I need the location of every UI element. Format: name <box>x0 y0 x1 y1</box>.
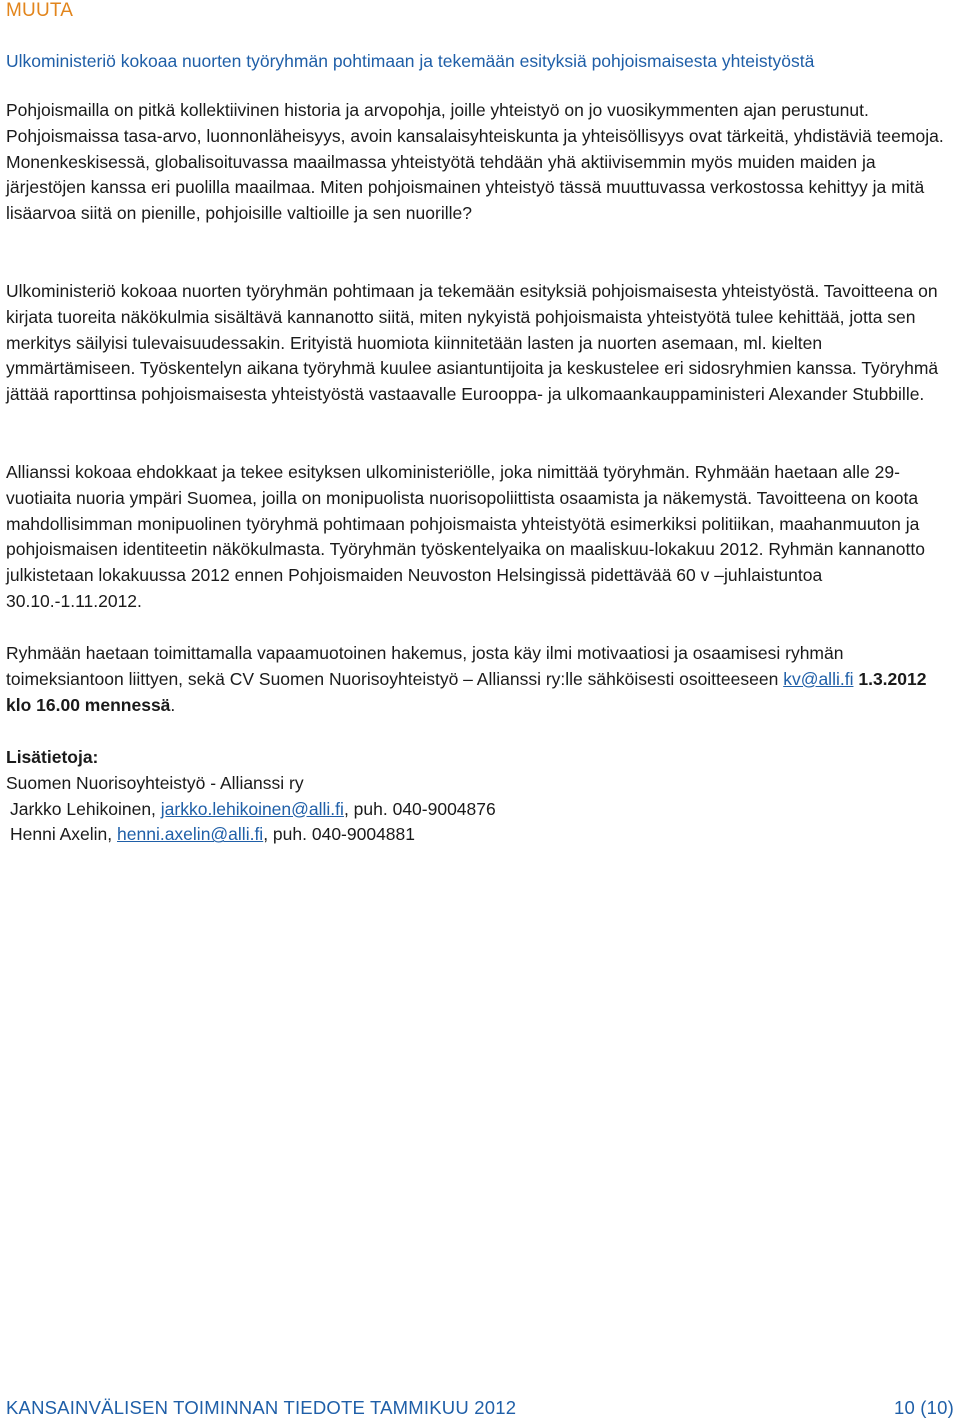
contact-name: Henni Axelin, <box>10 824 118 845</box>
contact-email-link[interactable]: jarkko.lehikoinen@alli.fi <box>160 798 344 819</box>
contact-phone: , puh. 040-9004881 <box>263 824 416 845</box>
application-end: . <box>170 694 176 715</box>
contact-person <box>6 822 946 848</box>
application-text: Ryhmään haetaan toimittamalla vapaamuotoinen hakemus, josta käy ilmi motivaatiosi ja osaamisesi ryhmän toimeksiantoon liittyen, sekä CV Suomen Nuorisoyhteistyö – Allianssi ry:lle sähköisesti osoitteeseen <box>6 643 844 689</box>
contact-phone: , puh. 040-9004876 <box>343 798 496 819</box>
application-email-link[interactable]: kv@alli.fi <box>783 668 854 689</box>
paragraph-alliance: Allianssi kokoaa ehdokkaat ja tekee esityksen ulkoministeriölle, joka nimittää työryhmän. Ryhmään haetaan alle 29-vuotiaita nuoria ympäri Suomea, joilla on monipuolista nuorisopoliittista osaamista ja näkemystä. Tavoitteena on koota mahdollisimman monipuolinen työryhmä pohtimaan pohjoismaista yhteistyötä esimerkiksi politiikan, maahanmuuton ja pohjoismaisen identiteetin näkökulmasta. Työryhmän työskentelyaika on maaliskuu-lokakuu 2012. Ryhmän kannanotto julkistetaan lokakuussa 2012 ennen Pohjoismaiden Neuvoston Helsingissä pidettävää 60 v –juhlaistuntoa 30.10.-1.11.2012. <box>6 462 925 611</box>
application-deadline: 1.3.2012 klo 16.00 mennessä <box>6 668 927 715</box>
contact-person <box>6 797 946 823</box>
contact-email-link[interactable]: henni.axelin@alli.fi <box>117 824 264 845</box>
article-title: Ulkoministeriö kokoaa nuorten työryhmän pohtimaan ja tekemään esityksiä pohjoismaisesta yhteistyöstä <box>6 51 815 71</box>
contacts-heading: Lisätietoja: <box>6 747 99 767</box>
footer-page-number: 10 (10) <box>893 1397 954 1418</box>
section-label: MUUTA <box>6 0 74 21</box>
paragraph-application <box>6 641 946 718</box>
paragraph-intro: Pohjoismailla on pitkä kollektiivinen historia ja arvopohja, joille yhteistyö on jo vuosikymmenten ajan perustunut. Pohjoismaissa tasa-arvo, luonnonläheisyys, avoin kansalaisyhteiskunta ja yhteisöllisyys ovat tärkeitä, yhdistäviä teemoja. Monenkeskisessä, globalisoituvassa maailmassa yhteistyötä tehdään yhä aktiivisemmin myös muiden maiden ja järjestöjen kanssa eri puolilla maailmaa. Miten pohjoismainen yhteistyö tässä muuttuvassa verkostossa kehittyy ja mitä lisäarvoa siitä on pienille, pohjoisille valtioille ja sen nuorille? <box>6 100 944 224</box>
contact-info <box>6 745 946 848</box>
footer-publication: KANSAINVÄLISEN TOIMINNAN TIEDOTE TAMMIKUU 2012 <box>6 1397 517 1418</box>
paragraph-ministry: Ulkoministeriö kokoaa nuorten työryhmän pohtimaan ja tekemään esityksiä pohjoismaisesta yhteistyöstä. Tavoitteena on kirjata tuoreita näkökulmia sisältävä kannanotto siitä, miten nykyistä pohjoismaista yhteistyötä tulee kehittää, jotta sen merkitys säilyisi tulevaisuudessakin. Erityistä huomiota kiinnitetään lasten ja nuorten asemaan, ml. kielten ymmärtämiseen. Työskentelyn aikana työryhmä kuulee asiantuntijoita ja keskustelee eri sidosryhmien kanssa. Työryhmä jättää raporttinsa pohjoismaisesta yhteistyöstä vastaavalle Eurooppa- ja ulkomaankauppaministeri Alexander Stubbille. <box>6 281 939 405</box>
contact-name: Jarkko Lehikoinen, <box>10 798 161 819</box>
contacts-organization: Suomen Nuorisoyhteistyö - Allianssi ry <box>6 772 304 793</box>
